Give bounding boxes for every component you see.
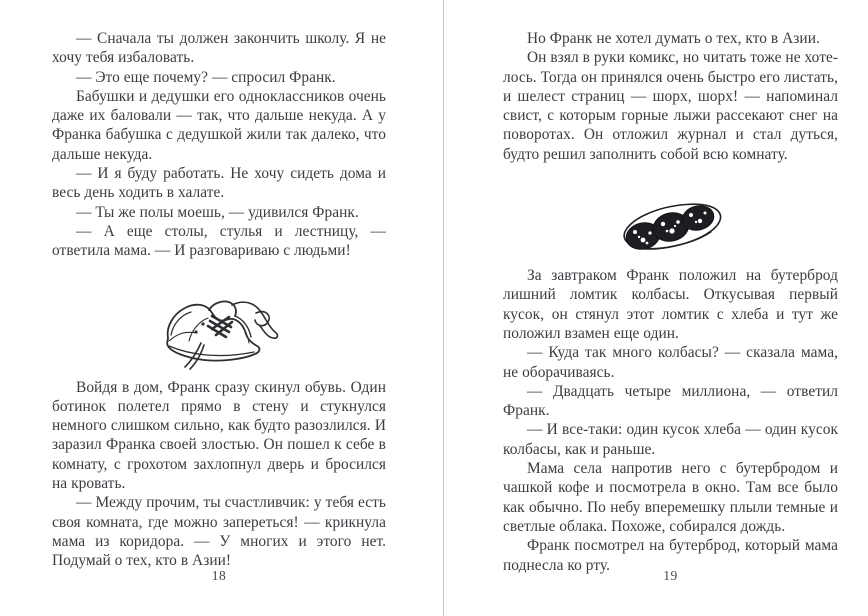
- page-number-right: 19: [663, 568, 678, 583]
- page-gutter-divider: [443, 0, 444, 616]
- paragraph: Франк посмотрел на бутерброд, который мама поднесла ко рту.: [503, 537, 838, 574]
- sneaker-illustration: [156, 291, 282, 373]
- paragraph: — А еще столы, стулья и лестницу, — ответила мама. — И разговариваю с людьми!: [52, 222, 386, 260]
- paragraph: Он взял в руки комикс, но читать тоже не хотелось. Тогда он принялся очень быстро его листать, и шелест страниц — шорх, шорх! — напоминал свист, с которым горные лыжи рассекают снег на поворотах. Он отложил журнал и стал дуться, будто решил заполнить собой всю комнату.: [503, 49, 838, 163]
- paragraph: — Сначала ты должен закончить школу. Я не хочу тебя избаловать.: [52, 30, 386, 67]
- paragraph: — Это еще почему? — спросил Франк.: [76, 68, 336, 86]
- book-page-right: [503, 0, 838, 583]
- paragraph: — Куда так много колбасы? — сказала мама, не оборачиваясь.: [503, 344, 838, 381]
- paragraph: Мама села напротив него с бутербродом и чашкой кофе и посмотрела в окно. Там все было как обычно. По небу вперемешку плыли темные и светлые облака. Похоже, собирался дождь.: [503, 460, 838, 535]
- sneaker-icon: [156, 291, 282, 373]
- paragraph: Войдя в дом, Франк сразу скинул обувь. Один ботинок полетел прямо в стену и стукнулся немного слишком сильно, как будто разозлился. И заразил Франка своей злостью. Он пошел к себе в комнату, с грохотом захлопнул дверь и бросился на кровать.: [52, 378, 386, 493]
- sausage-illustration: [617, 198, 725, 258]
- paragraph: — И я буду работать. Не хочу сидеть дома и весь день ходить в халате.: [52, 165, 386, 202]
- page-number-left: 18: [211, 568, 227, 583]
- paragraph: Бабушки и дедушки его одноклассников очень даже их баловали — так, что дальше некуда. А у Франка бабушка с дедушкой жили так далеко, что дальше некуда.: [52, 87, 386, 163]
- sausage-icon: [617, 198, 725, 258]
- paragraph: — Ты же полы моешь, — удивился Франк.: [76, 203, 359, 221]
- paragraph: — Двадцать четыре миллиона, — ответил Франк.: [503, 382, 838, 420]
- book-page-left: [52, 0, 386, 583]
- paragraph: — И все-таки: один кусок хлеба — один кусок колбасы, как и раньше.: [503, 421, 838, 458]
- paragraph: За завтраком Франк положил на бутерброд лишний ломтик колбасы. Откусывая первый кусок, он стянул этот ломтик с хлеба и тут же положил взамен еще один.: [503, 267, 838, 342]
- paragraph: — Между прочим, ты счастливчик: у тебя есть своя комната, где можно запереться! — крикнула мама из коридора. — У многих и этого нет. Подумай о тех, кто в Азии!: [52, 494, 386, 570]
- paragraph: Но Франк не хотел думать о тех, кто в Азии.: [527, 30, 820, 47]
